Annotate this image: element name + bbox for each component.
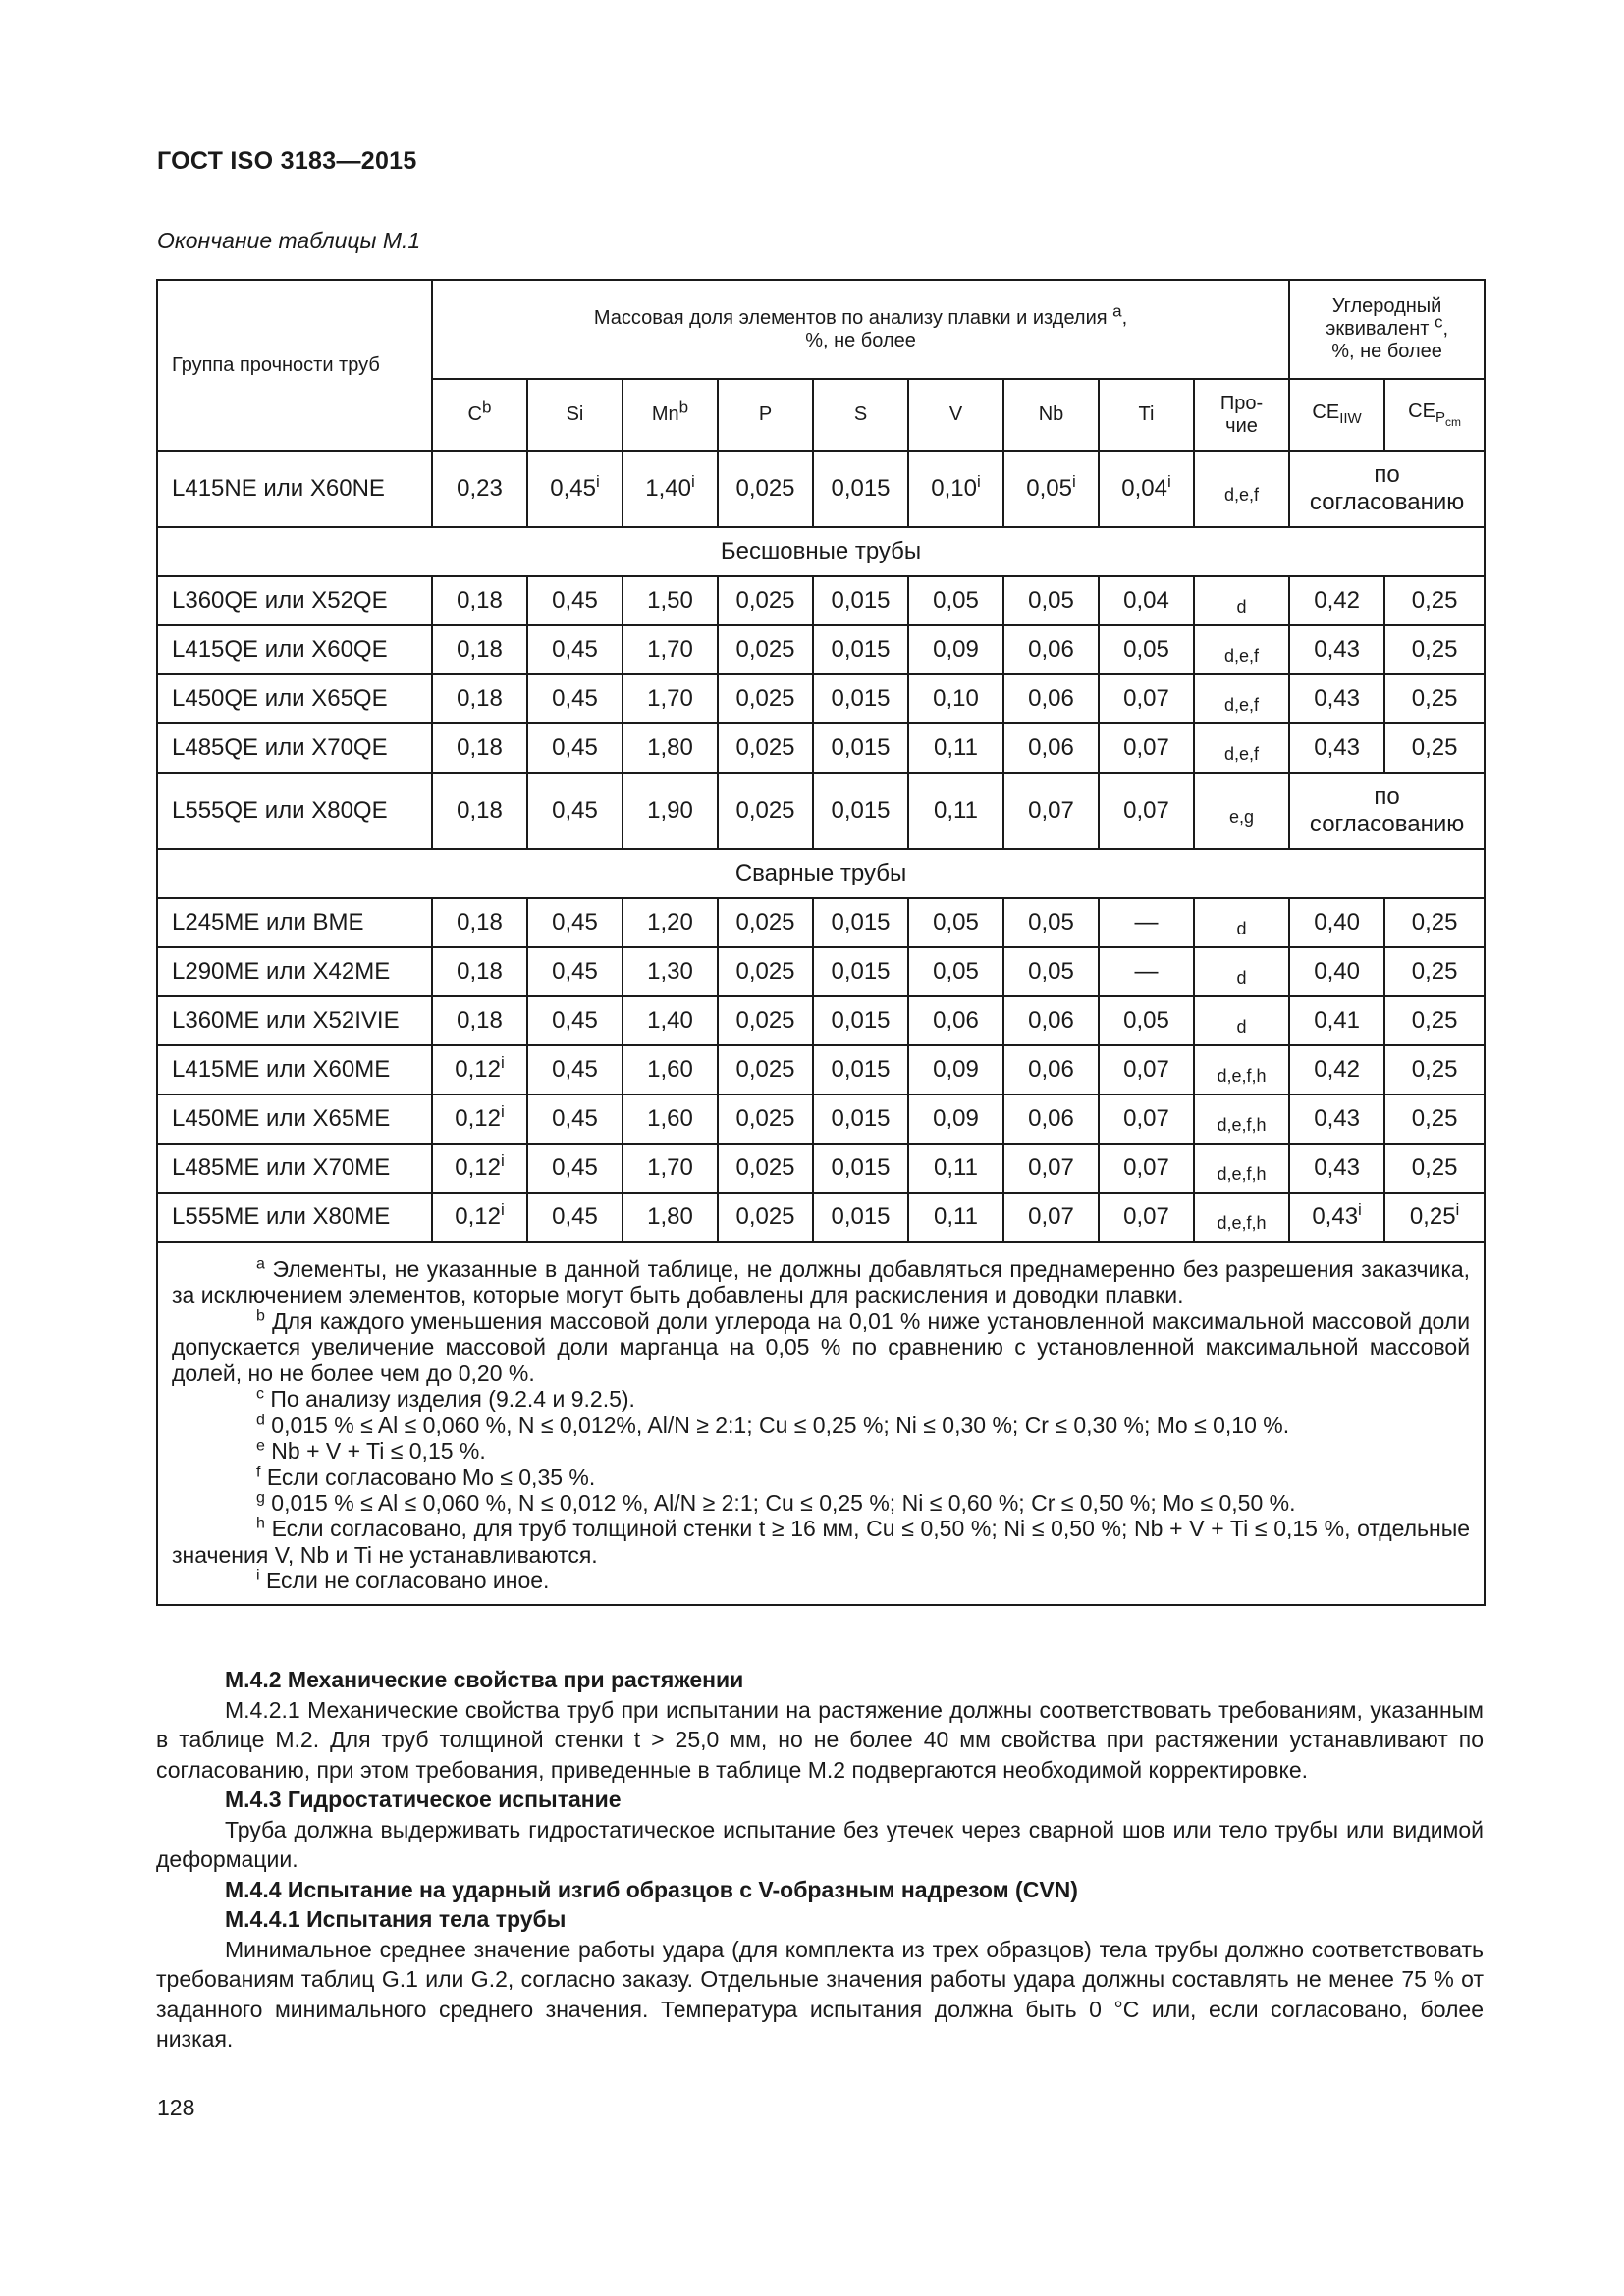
footnote-b: $^b$ Для каждого уменьшения массовой доли углерода на 0,01 % ниже установленной максимальной массовой доли допускается увеличение массовой доли марганца на 0,05 % по сравнению с установленной максимальной массовой долей, но не более чем до 0,20 %. xyxy=(172,1308,1471,1386)
table-row: L415QE или X60QE 0,18 0,45 1,70 0,025 0,015 0,09 0,06 0,05 d,e,f 0,43 0,25 xyxy=(157,625,1485,674)
paragraph: Труба должна выдерживать гидростатическое испытание без утечек через сварной шов или тело трубы или видимой деформации. xyxy=(156,1816,1484,1872)
header-si: Si xyxy=(527,379,623,451)
header-s: S xyxy=(813,379,908,451)
table-row: L415ME или X60ME 0,12$^i$ 0,45 1,60 0,025 0,015 0,09 0,06 0,07 d,e,f,h 0,42 0,25 xyxy=(157,1045,1485,1095)
footnote-g: $^g$ 0,015 % ≤ Al ≤ 0,060 %, N ≤ 0,012 %, Al/N ≥ 2:1; Cu ≤ 0,25 %; Ni ≤ 0,60 %; Cr ≤ 0,50 %; Mo ≤ 0,50 %. xyxy=(256,1489,1296,1516)
section-welded: Сварные трубы xyxy=(157,849,1485,898)
header-other: Про- чие xyxy=(1194,379,1289,451)
section-heading: М.4.4 Испытание на ударный изгиб образцов с V-образным надрезом (CVN) xyxy=(225,1876,1078,1902)
footnote-e: $^e$ Nb + V + Ti ≤ 0,15 %. xyxy=(256,1437,486,1465)
header-v: V xyxy=(908,379,1003,451)
document-header: ГОСТ ISO 3183—2015 xyxy=(157,147,417,175)
table-row-l415ne: L415NE или X60NE 0,23 0,45$^i$ 1,40$^i$ 0,025 0,015 0,10$^i$ 0,05$^i$ 0,04$^i$ d,e,f по согласованию xyxy=(157,451,1485,527)
section-heading: М.4.3 Гидростатическое испытание xyxy=(225,1787,622,1812)
table-footnotes xyxy=(157,1242,1485,1605)
footnote-d: $^d$ 0,015 % ≤ Al ≤ 0,060 %, N ≤ 0,012%, Al/N ≥ 2:1; Cu ≤ 0,25 %; Ni ≤ 0,30 %; Cr ≤ 0,30 %; Mo ≤ 0,10 %. xyxy=(256,1411,1290,1438)
section-seamless: Бесшовные трубы xyxy=(157,527,1485,576)
footnote-h: $^h$ Если согласовано, для труб толщиной стенки t ≥ 16 мм, Cu ≤ 0,50 %; Ni ≤ 0,50 %; Nb + V + Ti ≤ 0,15 %, отдельные значения V, Nb и Ti не устанавливаются. xyxy=(172,1515,1471,1568)
table-caption: Окончание таблицы М.1 xyxy=(157,228,421,253)
table-row-l555qe: L555QE или X80QE 0,18 0,45 1,90 0,025 0,015 0,11 0,07 0,07 e,g по согласованию xyxy=(157,773,1485,849)
footnote-c: $^c$ По анализу изделия (9.2.4 и 9.2.5). xyxy=(256,1385,635,1413)
body-text xyxy=(156,1665,1484,2055)
section-heading: М.4.4.1 Испытания тела трубы xyxy=(225,1906,567,1932)
footnote-i: $^i$ Если не согласовано иное. xyxy=(256,1567,550,1594)
table-row: L485ME или X70ME 0,12$^i$ 0,45 1,70 0,025 0,015 0,11 0,07 0,07 d,e,f,h 0,43 0,25 xyxy=(157,1144,1485,1193)
table-row: L485QE или X70QE 0,18 0,45 1,80 0,025 0,015 0,11 0,06 0,07 d,e,f 0,43 0,25 xyxy=(157,723,1485,773)
section-heading: М.4.2 Механические свойства при растяжении xyxy=(225,1667,744,1692)
header-nb: Nb xyxy=(1003,379,1099,451)
header-ce-iiw: $CE_{IIW}$ xyxy=(1289,379,1384,451)
footnote-f: $^f$ Если согласовано Mo ≤ 0,35 %. xyxy=(256,1463,596,1490)
footnote-a: $^a$ Элементы, не указанные в данной таблице, не должны добавляться преднамеренно без разрешения заказчика, за исключением элементов, которые могут быть добавлены для раскисления и доводки плавки. xyxy=(172,1255,1471,1308)
header-strength-group: Группа прочности труб xyxy=(157,280,432,451)
table-row: L450ME или X65ME 0,12$^i$ 0,45 1,60 0,025 0,015 0,09 0,06 0,07 d,e,f,h 0,43 0,25 xyxy=(157,1095,1485,1144)
table-row: L555ME или X80ME 0,12$^i$ 0,45 1,80 0,025 0,015 0,11 0,07 0,07 d,e,f,h 0,43$^i$ 0,25$^i$ xyxy=(157,1193,1485,1242)
header-c: C$^b$ xyxy=(432,379,527,451)
header-mass-fraction: Массовая доля элементов по анализу плавки и изделия $^а$, %, не более xyxy=(432,280,1289,379)
header-mn: Mn$^b$ xyxy=(623,379,718,451)
header-p: P xyxy=(718,379,813,451)
table-row: L360ME или X52IVIE 0,18 0,45 1,40 0,025 0,015 0,06 0,06 0,05 d 0,41 0,25 xyxy=(157,996,1485,1045)
table-row: L245ME или BME 0,18 0,45 1,20 0,025 0,015 0,05 0,05 — d 0,40 0,25 xyxy=(157,898,1485,947)
header-carbon-equivalent: Углеродный эквивалент $^с$, %, не более xyxy=(1289,280,1485,379)
table-row: L360QE или X52QE 0,18 0,45 1,50 0,025 0,015 0,05 0,05 0,04 d 0,42 0,25 xyxy=(157,576,1485,625)
header-ti: Ti xyxy=(1099,379,1194,451)
header-ce-pcm: $CE_{P_{cm}}$ xyxy=(1384,379,1485,451)
paragraph: Минимальное среднее значение работы удара (для комплекта из трех образцов) тела трубы должно соответствовать требованиям таблиц G.1 или G.2, согласно заказу. Отдельные значения работы удара должны составлять не менее 75 % от заданного минимального среднего значения. Температура испытания должна быть 0 °C или, если согласовано, более низкая. xyxy=(156,1936,1484,2052)
table-row: L450QE или X65QE 0,18 0,45 1,70 0,025 0,015 0,10 0,06 0,07 d,e,f 0,43 0,25 xyxy=(157,674,1485,723)
page-number: 128 xyxy=(157,2095,195,2120)
table-row: L290ME или X42ME 0,18 0,45 1,30 0,025 0,015 0,05 0,05 — d 0,40 0,25 xyxy=(157,947,1485,996)
chemical-composition-table xyxy=(156,279,1486,1606)
paragraph: М.4.2.1 Механические свойства труб при испытании на растяжение должны соответствовать требованиям, указанным в таблице М.2. Для труб толщиной стенки t > 25,0 мм, но не более 40 мм свойства при растяжении устанавливают по согласованию, при этом требования, приведенные в таблице М.2 подвергаются необходимой корректировке. xyxy=(156,1696,1484,1783)
